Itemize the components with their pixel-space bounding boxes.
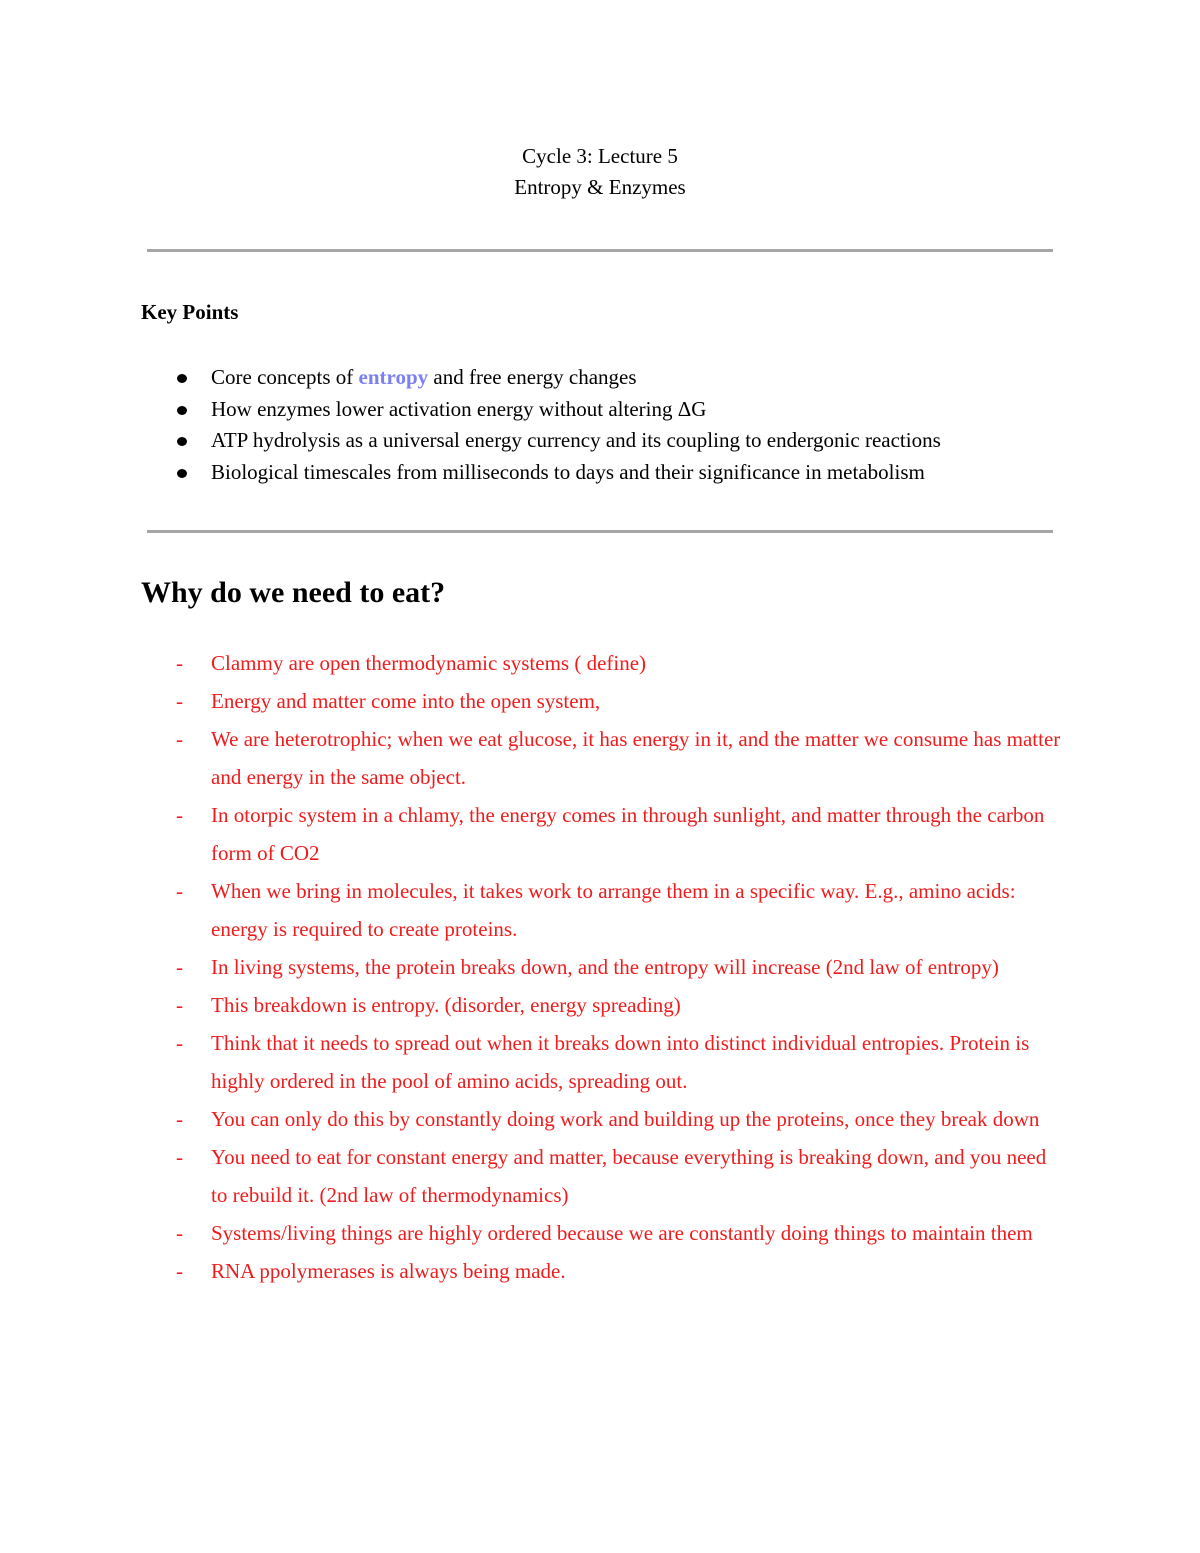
key-point-text: How enzymes lower activation energy without altering ΔG [211, 396, 707, 421]
key-point-text [211, 362, 637, 394]
note-item [0, 1024, 1200, 1100]
note-item [0, 720, 1200, 796]
note-text: This breakdown is entropy. (disorder, energy spreading) [211, 993, 681, 1017]
bullet-icon [177, 374, 187, 383]
note-text: When we bring in molecules, it takes work to arrange them in a specific way. E.g., amino acids: energy is required to create proteins. [211, 879, 1016, 941]
bullet-icon [177, 437, 187, 446]
notes-list [0, 644, 1200, 1290]
bullet-icon [177, 406, 187, 415]
key-point-text: Biological timescales from milliseconds to days and their significance in metabolism [211, 459, 925, 484]
section-heading: Why do we need to eat? [141, 576, 446, 609]
bullet-icon [177, 469, 187, 478]
key-point-text-before: Core concepts of [211, 365, 359, 389]
note-item [0, 796, 1200, 872]
note-text: We are heterotrophic; when we eat glucose, it has energy in it, and the matter we consume has matter and energy in the same object. [211, 727, 1061, 789]
dash-marker: - [176, 993, 183, 1017]
note-text: You can only do this by constantly doing work and building up the proteins, once they break down [211, 1107, 1040, 1131]
dash-marker: - [176, 1107, 183, 1131]
note-text: You need to eat for constant energy and matter, because everything is breaking down, and you need to rebuild it. (2nd law of thermodynamics) [211, 1145, 1047, 1207]
dash-marker: - [176, 879, 183, 903]
dash-marker: - [176, 1259, 183, 1283]
note-text: Systems/living things are highly ordered because we are constantly doing things to maintain them [211, 1221, 1033, 1245]
note-item [0, 872, 1200, 948]
document-title-line-1: Cycle 3: Lecture 5 [522, 144, 678, 168]
note-item [0, 1100, 1200, 1138]
key-point-text-after: and free energy changes [428, 365, 637, 389]
note-item [0, 682, 1200, 720]
note-text: Clammy are open thermodynamic systems ( define) [211, 651, 647, 675]
document-title-line-2: Entropy & Enzymes [514, 175, 686, 199]
note-item [0, 1138, 1200, 1214]
note-text: RNA ppolymerases is always being made. [211, 1259, 566, 1283]
key-point-text: ATP hydrolysis as a universal energy currency and its coupling to endergonic reactions [211, 428, 941, 452]
dash-marker: - [176, 1031, 183, 1055]
note-item [0, 1252, 1200, 1290]
note-text: Think that it needs to spread out when it breaks down into distinct individual entropies. Protein is highly ordered in the pool of amino acids, spreading out. [211, 1031, 1030, 1093]
title-block [0, 141, 1200, 203]
note-item [0, 986, 1200, 1024]
dash-marker: - [176, 1145, 183, 1169]
dash-marker: - [176, 651, 183, 675]
note-item [0, 644, 1200, 682]
dash-marker: - [176, 803, 183, 827]
note-item [0, 948, 1200, 986]
dash-marker: - [176, 727, 183, 751]
note-text: In otorpic system in a chlamy, the energy comes in through sunlight, and matter through the carbon form of CO2 [211, 803, 1045, 865]
dash-marker: - [176, 1221, 183, 1245]
note-text: In living systems, the protein breaks down, and the entropy will increase (2nd law of entropy) [211, 955, 999, 979]
dash-marker: - [176, 955, 183, 979]
dash-marker: - [176, 689, 183, 713]
note-text: Energy and matter come into the open system, [211, 689, 601, 713]
horizontal-divider [147, 249, 1053, 252]
key-points-heading: Key Points [141, 300, 239, 324]
note-item [0, 1214, 1200, 1252]
horizontal-divider [147, 530, 1053, 533]
highlighted-term: entropy [358, 365, 429, 389]
